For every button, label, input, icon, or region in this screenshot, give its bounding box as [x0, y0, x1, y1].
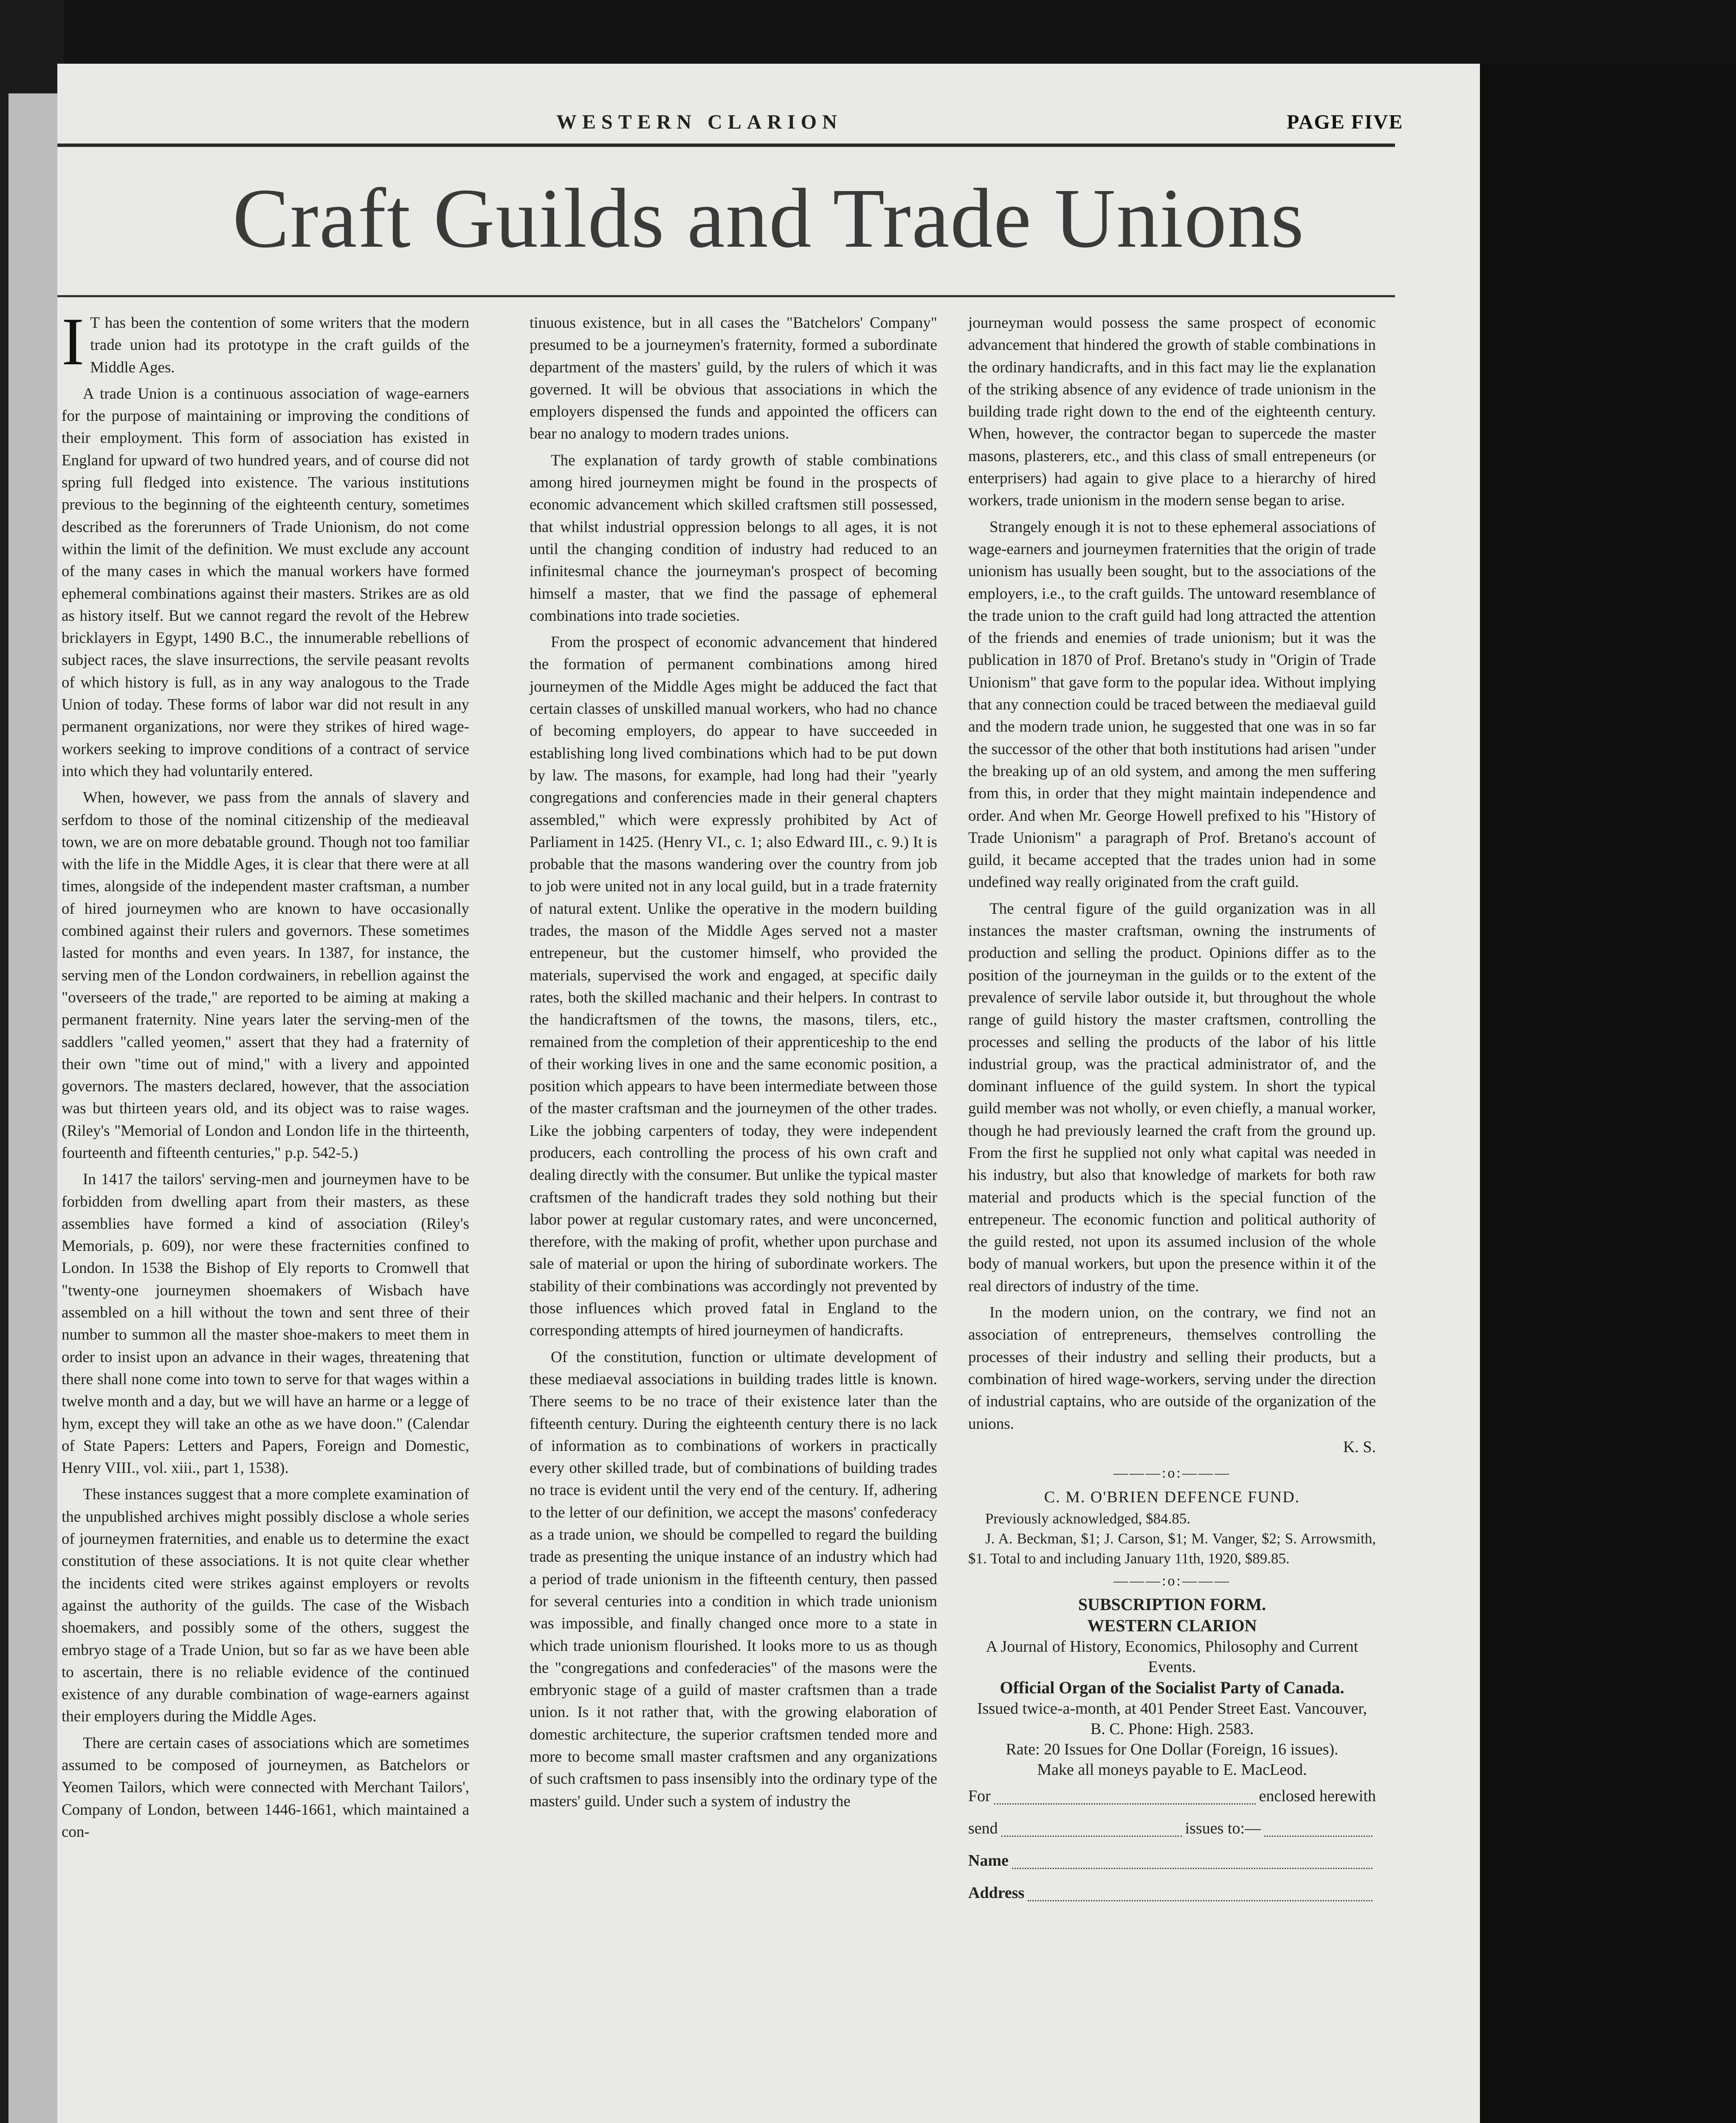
subscription-address: Issued twice-a-month, at 401 Pender Street East. Vancouver, B. C. Phone: High. 2583. — [977, 1700, 1367, 1738]
author-signature: K. S. — [1343, 1438, 1376, 1456]
header-rule — [57, 144, 1395, 147]
paragraph: The central figure of the guild organization was in all instances the master craftsman, owning the instruments of production and selling the product. Opinions differ as to the position of the journeyman in the guilds or to the extent of the prevalence of servile labor outside it, but throughout the whole range of guild history the master craftsmen, controlling the processes and selling the products of the labor of his little industrial group, was the practical administrator of, and the dominant influence of the guild system. In short the typical guild member was not wholly, or even chiefly, a manual worker, though he had previously learned the craft from the ground up. From the first he supplied not only what capital was needed in his industry, but also that knowledge of markets for both raw material and products which is the special function of the entrepeneur. The economic function and political authority of the guild rested, not upon its assumed inclusion of the whole body of manual workers, but upon the presence within it of the real directors of industry of the time. — [968, 900, 1376, 1295]
issues-field[interactable] — [1001, 1812, 1182, 1837]
newspaper-page — [57, 64, 1480, 2123]
separator: ———:o:——— — [1113, 1465, 1231, 1481]
name-label: Name — [968, 1852, 1009, 1870]
paragraph: tinuous existence, but in all cases the "Batchelors' Company" presumed to be a journeymen's fraternity, formed a subordinate department of the masters' guild, by the rulers of which it was governed. It will be obvious that associations in which the employers dispensed the funds and appointed the officers can bear no analogy to modern trades unions. — [530, 314, 937, 443]
facing-page-edge — [8, 93, 57, 2123]
subscription-heading: SUBSCRIPTION FORM. — [1078, 1595, 1266, 1614]
title-rule — [57, 295, 1395, 297]
running-header — [57, 110, 1480, 140]
article-title: Craft Guilds and Trade Unions — [232, 172, 1305, 265]
address-field[interactable] — [1028, 1877, 1372, 1901]
paragraph: A trade Union is a continuous association of wage-earners for the purpose of maintaining or improving the conditions of their employment. This form of association has existed in England for upward of two hundred years, and of course did not spring full fledged into existence. The various institutions previous to the beginning of the eighteenth century, sometimes described as the forerunners of Trade Unionism, do not come within the limit of the definition. We must exclude any account of the many cases in which the manual workers have formed ephemeral combinations against their masters. Strikes are as old as history itself. But we cannot regard the revolt of the Hebrew bricklayers in Egypt, 1490 B.C., the innumerable rebellions of subject races, the slave insurrections, the servile peasant revolts of which history is full, as in any way analogous to the Trade Union of today. These forms of labor war did not result in any permanent organizations, nor were they strikes of hired wage-workers seeking to improve conditions of a contract of service into which they had voluntarily entered. — [62, 385, 469, 780]
dark-page-edge — [1480, 64, 1736, 2123]
paragraph: In the modern union, on the contrary, we find not an association of entrepreneurs, themselves controlling the processes of their industry and selling their products, but a combination of hired wage-workers, serving under the direction of industrial captains, who are outside of the organization of the unions. — [968, 1304, 1376, 1433]
issues-to-field[interactable] — [1264, 1812, 1372, 1837]
form-row-name — [968, 1844, 1376, 1877]
paragraph: Strangely enough it is not to these ephemeral associations of wage-earners and journeymen fraternities that the origin of trade unionism has usually been sought, but to the associations of the employers, i.e., to the craft guilds. The untoward resemblance of the trade union to the craft guild had long attracted the attention of the friends and enemies of trade unionism; but it was the publication in 1870 of Prof. Bretano's study in "Origin of Trade Unionism" that gave form to the popular idea. Without implying that any connection could be traced between the mediaeval guild and the modern trade union, he suggested that one was in so far the successor of the other that both institutions had arisen "under the breaking up of an old system, and among the men suffering from this, in order that they might maintain independence and order. And when Mr. George Howell prefixed to his "History of Trade Unionism" a paragraph of Prof. Bretano's account of guild, it became accepted that the trades union had in some undefined way really originated from the craft guild. — [968, 518, 1376, 891]
for-label: For — [968, 1787, 991, 1805]
subscription-description: A Journal of History, Economics, Philosophy and Current Events. — [986, 1638, 1358, 1676]
subscription-payable: Make all moneys payable to E. MacLeod. — [1037, 1761, 1307, 1779]
fund-title: C. M. O'BRIEN DEFENCE FUND. — [1044, 1488, 1300, 1506]
column-3 — [968, 312, 1376, 1909]
column-2 — [530, 312, 937, 1817]
address-label: Address — [968, 1884, 1025, 1902]
page-number: PAGE FIVE — [1287, 111, 1403, 133]
paragraph: journeyman would possess the same prospect of economic advancement that hindered the growth of stable combinations in the ordinary handicrafts, and in this fact may lie the explanation of the striking absence of any evidence of trade unionism in the building trade right down to the end of the eighteenth century. When, however, the contractor began to supercede the master masons, plasterers, etc., and this class of small entrepeneurs (or enterprisers) had again to give place to a hierarchy of hired workers, trade unionism in the modern sense began to arise. — [968, 314, 1376, 510]
paragraph: When, however, we pass from the annals of slavery and serfdom to those of the nominal citizenship of the medieaval town, we are on more debatable ground. Though not too familiar with the life in the Middle Ages, it is clear that there were at all times, alongside of the independent master craftsman, a number of hired journeymen who are known to have occasionally combined against their rulers and governors. These sometimes lasted for months and even years. In 1387, for instance, the serving men of the London cordwainers, in rebellion against the "overseers of the trade," are reported to be aiming at making a permanent fraternity. Nine years later the serving-men of the saddlers "called yeomen," assert that they had a fraternity of their own "time out of mind," with a livery and appointed governors. The masters declared, however, that the association was but thirteen years old, and its object was to raise wages. (Riley's "Memorial of London and London life in the thirteenth, fourteenth and fifteenth centuries," p.p. 542-5.) — [62, 789, 469, 1162]
defence-fund-notice — [968, 1462, 1376, 1592]
paper-name: WESTERN CLARION — [556, 111, 843, 133]
paragraph: I T has been the contention of some writers that the modern trade union had its prototype in the craft guilds of the Middle Ages. — [62, 304, 469, 379]
subscription-form — [968, 1594, 1376, 1909]
paragraph: The explanation of tardy growth of stable combinations among hired journeymen might be found in the prospects of economic advancement which skilled craftsmen still possessed, that whilst industrial oppression belongs to all ages, it is not until the changing condition of industry had reduced to an infinitesmal chance the journeyman's prospect of becoming himself a master, that we find the passage of ephemeral combinations into trade societies. — [530, 451, 937, 625]
send-label: send — [968, 1819, 998, 1838]
form-row-send — [968, 1812, 1376, 1844]
fund-previous: Previously acknowledged, $84.85. — [985, 1510, 1191, 1527]
form-row-address — [968, 1877, 1376, 1909]
enclosed-label: enclosed herewith — [1259, 1787, 1376, 1805]
drop-cap: I — [62, 304, 85, 379]
column-1 — [62, 304, 469, 1847]
fund-donors: J. A. Beckman, $1; J. Carson, $1; M. Vanger, $2; S. Arrowsmith, $1. Total to and including January 11th, 1920, $89.85. — [968, 1530, 1376, 1567]
subscription-rate: Rate: 20 Issues for One Dollar (Foreign, 16 issues). — [1006, 1740, 1339, 1759]
subscription-paper: WESTERN CLARION — [1087, 1616, 1257, 1636]
paragraph: From the prospect of economic advancement that hindered the formation of permanent combinations among hired journeymen of the Middle Ages might be adduced the fact that certain classes of unskilled manual workers, who had no chance of becoming employers, do appear to have succeeded in establishing long lived combinations which had to be put down by law. The masons, for example, had long had their "yearly congregations and conferencies made in their general chapters assembled," which were expressly prohibited by Act of Parliament in 1425. (Henry VI., c. 1; also Edward III., c. 9.) It is probable that the masons wandering over the country from job to job were united not in any local guild, but in a trade fraternity of natural extent. Unlike the operative in the modern building trades, the mason of the Middle Ages served not a master entrepeneur, but the customer himself, who provided the materials, supervised the work and engaged, at specific daily rates, both the skilled machanic and their helpers. In contrast to the handicraftsmen of the towns, the masons, tilers, etc., remained from the completion of their apprenticeship to the end of their working lives in one and the same economic position, a position which appears to have been intermediate between those of the master craftsman and the journeymen of the other trades. Like the jobbing carpenters of today, they were independent producers, each controlling the process of his own craft and dealing directly with the consumer. But unlike the typical master craftsmen of the handicraft trades they sold nothing but their labor power at regular customary rates, and were unconcerned, therefore, with the making of profit, whether upon purchase and sale of material or upon the hiring of subordinate workers. The stability of their combinations was accordingly not prevented by those influences which proved fatal in England to the corresponding attempts of hired journeymen of handicrafts. — [530, 634, 937, 1340]
paragraph: There are certain cases of associations which are sometimes assumed to be composed of journeymen, as Batchelors or Yeomen Tailors, which were connected with Merchant Tailors', Company of London, between 1446-1661, which maintained a con- — [62, 1734, 469, 1841]
subscription-organ: Official Organ of the Socialist Party of Canada. — [1000, 1678, 1344, 1698]
paragraph: These instances suggest that a more complete examination of the unpublished archives might possibly disclose a whole series of journeymen fraternities, and enable us to determine the exact constitution of these associations. It is not quite clear whether the incidents cited were strikes against employers or revolts against the authority of the guilds. The case of the Wisbach shoemakers, and possibly some of the others, suggest the embryo stage of a Trade Union, but so far as we have been able to ascertain, there is no reliable evidence of the continued existence of any durable combination of wage-earners against their employers during the Middle Ages. — [62, 1486, 469, 1726]
paragraph: Of the constitution, function or ultimate development of these mediaeval associations in building trades little is known. There seems to be no trace of their existence later than the fifteenth century. During the eighteenth century there is no lack of information as to combinations of workers in practically every other skilled trade, but of combinations of building trades no trace is evident until the very end of the century. If, adhering to the letter of our definition, we accept the masons' confederacy as a trade union, we should be compelled to regard the building trade as presenting the unique instance of an industry which had a period of trade unionism in the fifteenth century, then passed for several centuries into a condition in which trade unionism was impossible, and finally changed once more to a state in which trade unionism flourished. It looks more to us as though the "congregations and confederacies" of the masons were the embryonic stage of a guild of master craftsmen than a trade union. Is it not rather that, with the growing elaboration of domestic architecture, the superior craftsmen tended more and more to become small master craftsmen and any organizations of such craftsmen to pass insensibly into the ordinary type of the masters' guild. Under such a system of industry the — [530, 1348, 937, 1810]
paragraph: In 1417 the tailors' serving-men and journeymen have to be forbidden from dwelling apart from their masters, as these assemblies have formed a kind of association (Riley's Memorials, p. 609), nor were these fracternities confined to London. In 1538 the Bishop of Ely reports to Cromwell that "twenty-one journeymen shoemakers of Wisbach have assembled on a hill without the town and sent three of their number to summon all the master shoe-makers to meet them in order to insist upon an advance in their wages, threatening that there shall none come into town to serve for that wages within a twelve month and a day, but we will have an harme or a legge of hym, except they will take an othe as we have doon." (Calendar of State Papers: Letters and Papers, Foreign and Domestic, Henry VIII., vol. xiii., part 1, 1538). — [62, 1171, 469, 1477]
form-row-for — [968, 1780, 1376, 1812]
name-field[interactable] — [1012, 1844, 1372, 1869]
issues-label: issues to:— — [1185, 1819, 1261, 1838]
amount-field[interactable] — [994, 1780, 1256, 1805]
separator: ———:o:——— — [1113, 1573, 1231, 1589]
